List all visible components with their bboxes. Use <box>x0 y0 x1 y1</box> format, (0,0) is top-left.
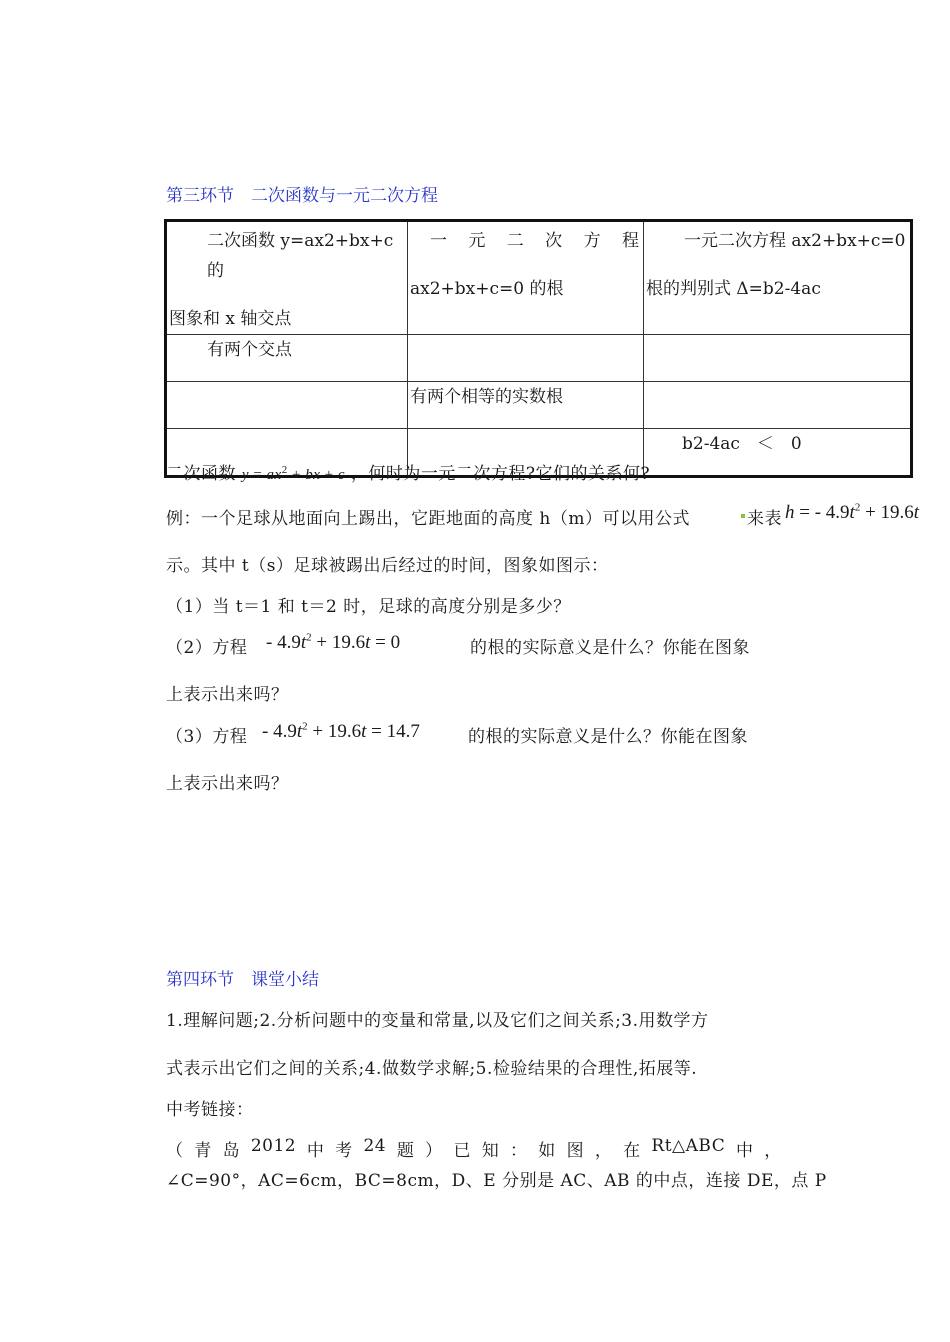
summary-line2: 式表示出它们之间的关系;4.做数学求解;5.检验结果的合理性,拓展等. <box>166 1059 698 1079</box>
problem-line1 <box>166 1136 782 1161</box>
anchor-marker-icon <box>741 514 745 518</box>
problem-token: 图 <box>566 1141 585 1161</box>
problem-token: ： <box>510 1141 528 1161</box>
question-2-suffix: 的根的实际意义是什么？你能在图象 <box>470 638 750 658</box>
table-cell <box>644 335 912 382</box>
relation-suffix: ，何时为一元二次方程?它们的关系何? <box>350 464 651 484</box>
problem-token: 在 <box>623 1141 641 1161</box>
problem-token: 考 <box>335 1141 353 1161</box>
header-c2-char: 一 <box>430 231 447 251</box>
problem-token: 青 <box>194 1141 212 1161</box>
problem-token: 知 <box>481 1141 500 1161</box>
table-cell <box>644 429 912 477</box>
table-cell <box>644 382 912 429</box>
equation-2: - $4.9t^2 + 19.6t = 0$ <box>266 631 401 653</box>
table-header-row <box>166 221 912 335</box>
problem-line2: ∠C=90°，AC=6cm，BC=8cm，D、E 分别是 AC、AB 的中点，连接 DE，点 P <box>166 1171 827 1191</box>
row2-c2-text: 有两个相等的实数根 <box>410 387 563 407</box>
question-3-line2: 上表示出来吗？ <box>166 774 289 794</box>
summary-line1: 1.理解问题;2.分析问题中的变量和常量,以及它们之间关系;3.用数学方 <box>166 1011 709 1031</box>
problem-token: Rt△ABC <box>651 1136 726 1156</box>
question-1: （1）当 t＝1 和 t＝2 时，足球的高度分别是多少？ <box>166 597 571 617</box>
problem-token: ， <box>594 1141 613 1161</box>
question-3-suffix: 的根的实际意义是什么？你能在图象 <box>468 727 748 747</box>
header-c3-line2: 根的判别式 Δ=b2-4ac <box>646 279 821 299</box>
problem-token: ， <box>764 1141 782 1161</box>
example-line2: 示。其中 t（s）足球被踢出后经过的时间，图象如图示： <box>166 556 609 576</box>
relation-line <box>166 459 650 484</box>
section4-heading: 第四环节 课堂小结 <box>166 970 319 990</box>
header-cell-function <box>166 221 408 335</box>
header-c2-char: 程 <box>621 231 639 251</box>
question-2-line2: 上表示出来吗？ <box>166 685 289 705</box>
problem-token: 如 <box>538 1141 556 1161</box>
problem-token: 中 <box>736 1141 754 1161</box>
header-c2-char: 二 <box>506 231 524 251</box>
header-c2-char: 方 <box>583 231 601 251</box>
problem-token: 24 <box>363 1136 387 1156</box>
problem-token: 题 <box>396 1141 415 1161</box>
exam-link-label: 中考链接： <box>166 1100 254 1120</box>
header-c2-char: 次 <box>545 231 563 251</box>
header-c3-line1: 一元二次方程 ax2+bx+c=0 <box>684 231 906 251</box>
relation-prefix: 二次函数 <box>166 464 236 484</box>
problem-token: ） <box>425 1141 443 1161</box>
table-cell <box>408 335 644 382</box>
header-cell-roots <box>408 221 644 335</box>
problem-token: （ <box>166 1141 184 1161</box>
height-formula: h = - $4.9t^2 + 19.6t$ <box>785 501 920 523</box>
section3-heading: 第三环节 二次函数与一元二次方程 <box>166 186 438 206</box>
problem-token: 2012 <box>250 1136 297 1156</box>
header-c2-line1 <box>410 222 643 256</box>
header-cell-discriminant <box>644 221 912 335</box>
header-c2-line2: ax2+bx+c=0 的根 <box>410 279 564 299</box>
example-line1: 例：一个足球从地面向上踢出，它距地面的高度 h（m）可以用公式 <box>166 509 690 529</box>
row1-c1-text: 有两个交点 <box>207 340 292 360</box>
table-cell <box>166 382 408 429</box>
example-lai-biao: 来表 <box>747 509 782 529</box>
equation-3: - $4.9t^2 + 19.6t = 14.7$ <box>262 720 420 742</box>
question-2-prefix: （2）方程 <box>166 638 248 658</box>
table-row <box>166 382 912 429</box>
problem-token: 岛 <box>222 1141 241 1161</box>
header-c2-char: 元 <box>468 231 486 251</box>
header-c1-line2: 图象和 x 轴交点 <box>169 309 292 329</box>
table-cell <box>408 382 644 429</box>
question-3-prefix: （3）方程 <box>166 727 248 747</box>
comparison-table <box>164 219 913 478</box>
problem-token: 中 <box>306 1141 325 1161</box>
problem-token: 已 <box>453 1141 471 1161</box>
table-cell <box>166 335 408 382</box>
table-row <box>166 335 912 382</box>
function-formula: $y = ax^2$ + bx + c <box>241 464 345 483</box>
header-c1-line1: 二次函数 y=ax2+bx+c 的 <box>207 231 394 281</box>
row3-c3-text: b2-4ac ＜ 0 <box>682 434 802 454</box>
